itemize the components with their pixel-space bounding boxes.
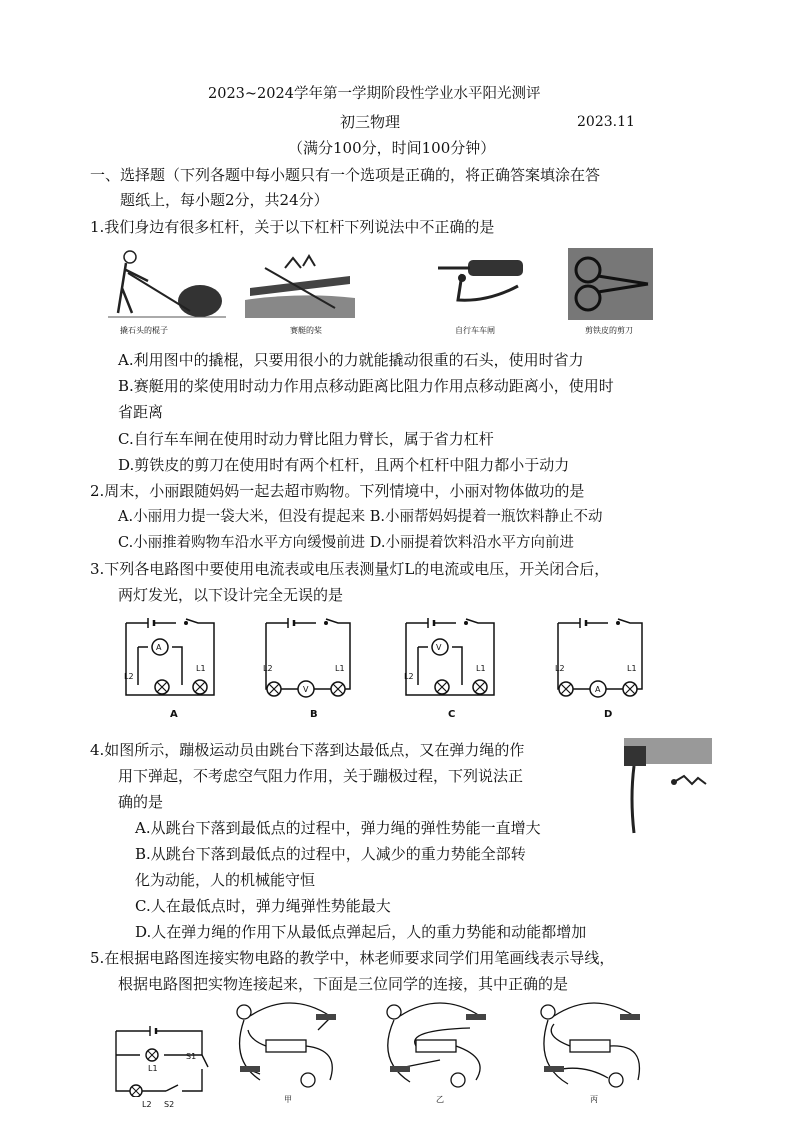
- q4-stem: 4.如图所示，蹦极运动员由跳台下落到达最低点，又在弹力绳的作: [90, 741, 525, 759]
- wiring-yi: [380, 1000, 498, 1094]
- q4-stem-cont1: 用下弹起，不考虑空气阻力作用，关于蹦极过程，下列说法正: [118, 767, 524, 785]
- circuit-b-l2: L2: [263, 664, 273, 673]
- wiring-jia: [230, 1000, 348, 1094]
- circuit-d-label: D: [604, 709, 613, 720]
- wiring-bing-label: 丙: [590, 1095, 598, 1104]
- q4-option-a: A.从跳台下落到最低点的过程中，弹力绳的弹性势能一直增大: [135, 819, 541, 837]
- circuit-c: [398, 615, 500, 707]
- q1-option-b-cont: 省距离: [118, 403, 164, 421]
- exam-info: （满分100分，时间100分钟）: [288, 139, 496, 157]
- q3-stem-cont: 两灯发光，以下设计完全无误的是: [118, 586, 344, 604]
- q4-stem-cont2: 确的是: [118, 793, 164, 811]
- q4-option-b-cont: 化为动能，人的机械能守恒: [135, 871, 316, 889]
- q5-diagram-s2: S2: [164, 1100, 175, 1109]
- wiring-jia-label: 甲: [284, 1095, 292, 1104]
- circuit-d-l2: L2: [555, 664, 565, 673]
- q1-caption-2: 赛艇的桨: [290, 326, 322, 335]
- q4-option-b: B.从跳台下落到最低点的过程中，人减少的重力势能全部转: [135, 845, 526, 863]
- q5-diagram-s1: S1: [186, 1052, 197, 1061]
- circuit-c-l2: L2: [404, 672, 414, 681]
- q1-option-b: B.赛艇用的桨使用时动力作用点移动距离比阻力作用点移动距离小，使用时: [118, 377, 614, 395]
- q1-caption-4: 剪铁皮的剪刀: [585, 326, 633, 335]
- q5-diagram-l1: L1: [148, 1064, 158, 1073]
- q5-stem-cont: 根据电路图把实物连接起来，下面是三位同学的连接，其中正确的是: [118, 975, 569, 993]
- circuit-a-l1: L1: [196, 664, 206, 673]
- q4-option-d: D.人在弹力绳的作用下从最低点弹起后，人的重力势能和动能都增加: [135, 923, 587, 941]
- rowing-oar-picture: [245, 248, 355, 326]
- section-heading-cont: 题纸上，每小题2分，共24分）: [120, 191, 329, 209]
- circuit-b-label: B: [310, 709, 318, 720]
- wiring-yi-label: 乙: [436, 1095, 444, 1104]
- q5-stem: 5.在根据电路图连接实物电路的教学中，林老师要求同学们用笔画线表示导线，: [90, 949, 615, 967]
- circuit-c-label: C: [448, 709, 456, 720]
- q1-stem: 1.我们身边有很多杠杆，关于以下杠杆下列说法中不正确的是: [90, 218, 495, 236]
- q3-stem: 3.下列各电路图中要使用电流表或电压表测量灯L的电流或电压，开关闭合后，: [90, 560, 610, 578]
- q5-diagram-l2: L2: [142, 1100, 152, 1109]
- bike-brake-picture: [428, 250, 528, 320]
- q1-caption-1: 撬石头的棍子: [120, 326, 168, 335]
- subject-title: 初三物理: [340, 113, 401, 131]
- q1-option-a: A.利用图中的撬棍，只要用很小的力就能撬动很重的石头，使用时省力: [118, 351, 584, 369]
- q1-option-d: D.剪铁皮的剪刀在使用时有两个杠杆，且两个杠杆中阻力都小于动力: [118, 456, 570, 474]
- circuit-d-meter: A: [595, 685, 601, 694]
- q5-circuit-diagram: [110, 1025, 210, 1097]
- q4-option-c: C.人在最低点时，弹力绳弹性势能最大: [135, 897, 391, 915]
- circuit-b-l1: L1: [335, 664, 345, 673]
- crowbar-picture: [108, 243, 228, 325]
- bungee-picture: [624, 738, 712, 836]
- q2-options-line1: A.小丽用力提一袋大米，但没有提起来 B.小丽帮妈妈提着一瓶饮料静止不动: [118, 509, 603, 525]
- q2-stem: 2.周末，小丽跟随妈妈一起去超市购物。下列情境中，小丽对物体做功的是: [90, 482, 585, 500]
- circuit-c-meter: V: [436, 643, 442, 652]
- circuit-d-l1: L1: [627, 664, 637, 673]
- tin-snips-picture: [568, 248, 653, 320]
- q1-option-c: C.自行车车闸在使用时动力臂比阻力臂长，属于省力杠杆: [118, 430, 494, 448]
- q1-caption-3: 自行车车闸: [455, 326, 495, 335]
- circuit-a: [118, 615, 220, 707]
- q2-options-line2: C.小丽推着购物车沿水平方向缓慢前进 D.小丽提着饮料沿水平方向前进: [118, 535, 575, 551]
- exam-date: 2023.11: [577, 114, 635, 130]
- circuit-a-l2: L2: [124, 672, 134, 681]
- circuit-a-label: A: [170, 709, 178, 720]
- exam-title: 2023~2024学年第一学期阶段性学业水平阳光测评: [208, 86, 541, 102]
- section-heading: 一、选择题（下列各题中每小题只有一个选项是正确的，将正确答案填涂在答: [90, 166, 601, 184]
- wiring-bing: [534, 1000, 652, 1094]
- circuit-a-meter: A: [156, 643, 162, 652]
- circuit-c-l1: L1: [476, 664, 486, 673]
- circuit-b-meter: V: [303, 685, 309, 694]
